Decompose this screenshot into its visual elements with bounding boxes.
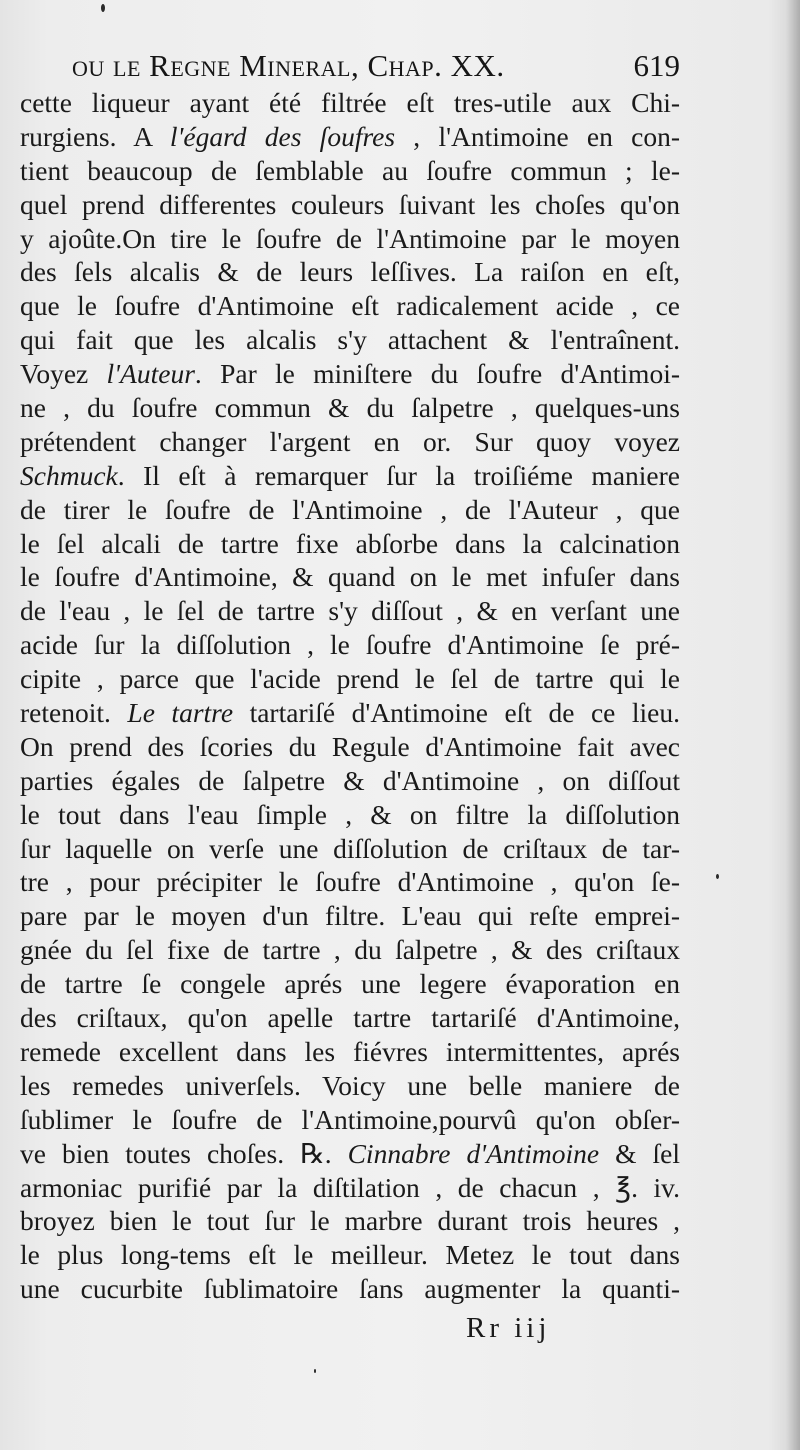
text-run: le ſel alcali de tartre fixe abſorbe dans la calcination: [20, 527, 680, 559]
text-run: prétendent changer l'argent en or. Sur quoy voyez: [20, 425, 680, 457]
text-run: rurgiens. A: [20, 120, 170, 152]
text-run: y ajoûte.On tire le ſoufre de l'Antimoine par le moyen: [20, 222, 680, 254]
text-line: [20, 662, 680, 696]
text-line: [20, 764, 680, 798]
text-run: que le ſoufre d'Antimoine eſt radicalement acide , ce: [20, 290, 680, 322]
text-line: [20, 967, 680, 1001]
text-line: [20, 1171, 680, 1205]
text-line: [20, 832, 680, 866]
italic-text: Le tartre: [127, 697, 234, 729]
text-run: broyez bien le tout ſur le marbre durant trois heures ,: [20, 1205, 680, 1237]
text-line: [20, 1103, 680, 1137]
text-run: les remedes univerſels. Voicy une belle maniere de: [20, 1069, 680, 1101]
text-run: , l'Antimoine en con-: [395, 120, 680, 152]
text-line: [20, 154, 680, 188]
text-run: parties égales de ſalpetre & d'Antimoine , on diſſout: [20, 764, 680, 796]
text-run: ve bien toutes choſes. ℞.: [20, 1137, 348, 1169]
text-line: [20, 696, 680, 730]
text-run: quel prend differentes couleurs ſuivant les choſes qu'on: [20, 188, 680, 220]
text-line: [20, 86, 680, 120]
text-line: [20, 425, 680, 459]
text-line: [20, 1035, 680, 1069]
text-line: [20, 289, 680, 323]
text-line: [20, 933, 680, 967]
ink-speck: [716, 874, 719, 879]
text-run: tient beaucoup de ſemblable au ſoufre commun ; le-: [20, 154, 680, 186]
text-run: ſublimer le ſoufre de l'Antimoine,pourvû qu'on obſer-: [20, 1103, 680, 1135]
text-run: cette liqueur ayant été filtrée eſt tres-utile aux Chi-: [20, 87, 680, 118]
text-run: le tout dans l'eau ſimple , & on filtre la diſſolution: [20, 798, 680, 830]
text-line: [20, 222, 680, 256]
body-text: [20, 86, 680, 1306]
text-run: des criſtaux, qu'on apelle tartre tartariſé d'Antimoine,: [20, 1002, 680, 1034]
text-line: [20, 594, 680, 628]
text-run: tre , pour précipiter le ſoufre d'Antimoine , qu'on ſe-: [20, 866, 680, 898]
text-run: une cucurbite ſublimatoire ſans augmenter la quanti-: [20, 1273, 680, 1305]
text-run: qui fait que les alcalis s'y attachent & l'entraînent.: [20, 324, 680, 356]
text-line: [20, 120, 680, 154]
text-run: tartariſé d'Antimoine eſt de ce lieu.: [233, 697, 681, 729]
text-run: retenoit.: [20, 697, 128, 729]
text-line: [20, 865, 680, 899]
text-line: [20, 1238, 680, 1272]
text-run: armoniac purifié par la diſtilation , de chacun , ℥. iv.: [20, 1171, 680, 1203]
text-run: de l'eau , le ſel de tartre s'y diſſout , & en verſant une: [20, 595, 680, 627]
text-run: cipite , parce que l'acide prend le ſel de tartre qui le: [20, 663, 680, 695]
text-run: de tirer le ſoufre de l'Antimoine , de l'Auteur , que: [20, 493, 680, 525]
text-line: [20, 798, 680, 832]
text-line: [20, 628, 680, 662]
page-header: [72, 48, 680, 88]
text-run: le plus long-tems eſt le meilleur. Metez le tout dans: [20, 1239, 680, 1271]
text-line: [20, 188, 680, 222]
signature-mark: Rr iij: [466, 1312, 551, 1344]
text-run: . Par le miniſtere du ſoufre d'Antimoi-: [194, 358, 680, 390]
text-line: [20, 391, 680, 425]
text-run: de tartre ſe congele aprés une legere évaporation en: [20, 968, 680, 1000]
text-run: . Il eſt à remarquer ſur la troiſiéme maniere: [117, 459, 680, 491]
text-line: [20, 899, 680, 933]
text-run: Voyez: [20, 358, 107, 390]
text-line: [20, 459, 680, 493]
italic-text: l'Auteur: [106, 358, 195, 390]
text-line: [20, 560, 680, 594]
text-run: ne , du ſoufre commun & du ſalpetre , quelques-uns: [20, 392, 680, 424]
text-run: gnée du ſel fixe de tartre , du ſalpetre , & des criſtaux: [20, 934, 680, 966]
running-title: ou le Regne Mineral, Chap. XX.: [72, 48, 505, 83]
text-run: & ſel: [599, 1137, 680, 1169]
page-number: 619: [633, 48, 680, 83]
text-run: le ſoufre d'Antimoine, & quand on le met infuſer dans: [20, 561, 680, 593]
text-run: acide ſur la diſſolution , le ſoufre d'Antimoine ſe pré-: [20, 629, 680, 661]
text-line: [20, 527, 680, 561]
ink-speck: [101, 4, 105, 12]
italic-text: Cinnabre d'Antimoine: [347, 1137, 600, 1169]
text-line: [20, 1272, 680, 1306]
text-line: [20, 323, 680, 357]
text-run: remede excellent dans les fiévres intermittentes, aprés: [20, 1035, 680, 1067]
italic-text: Schmuck: [20, 459, 118, 491]
ink-speck: [314, 1369, 316, 1373]
text-line: [20, 255, 680, 289]
text-line: [20, 357, 680, 391]
text-run: pare par le moyen d'un filtre. L'eau qui reſte emprei-: [20, 900, 680, 932]
text-line: [20, 1137, 680, 1171]
text-line: [20, 1204, 680, 1238]
text-run: ſur laquelle on verſe une diſſolution de criſtaux de tar-: [20, 832, 680, 864]
text-line: [20, 493, 680, 527]
text-run: des ſels alcalis & de leurs leſſives. La raiſon en eſt,: [20, 256, 680, 288]
italic-text: l'égard des ſoufres: [169, 120, 396, 152]
text-line: [20, 1001, 680, 1035]
text-line: [20, 730, 680, 764]
text-line: [20, 1069, 680, 1103]
text-run: On prend des ſcories du Regule d'Antimoine fait avec: [20, 730, 680, 762]
